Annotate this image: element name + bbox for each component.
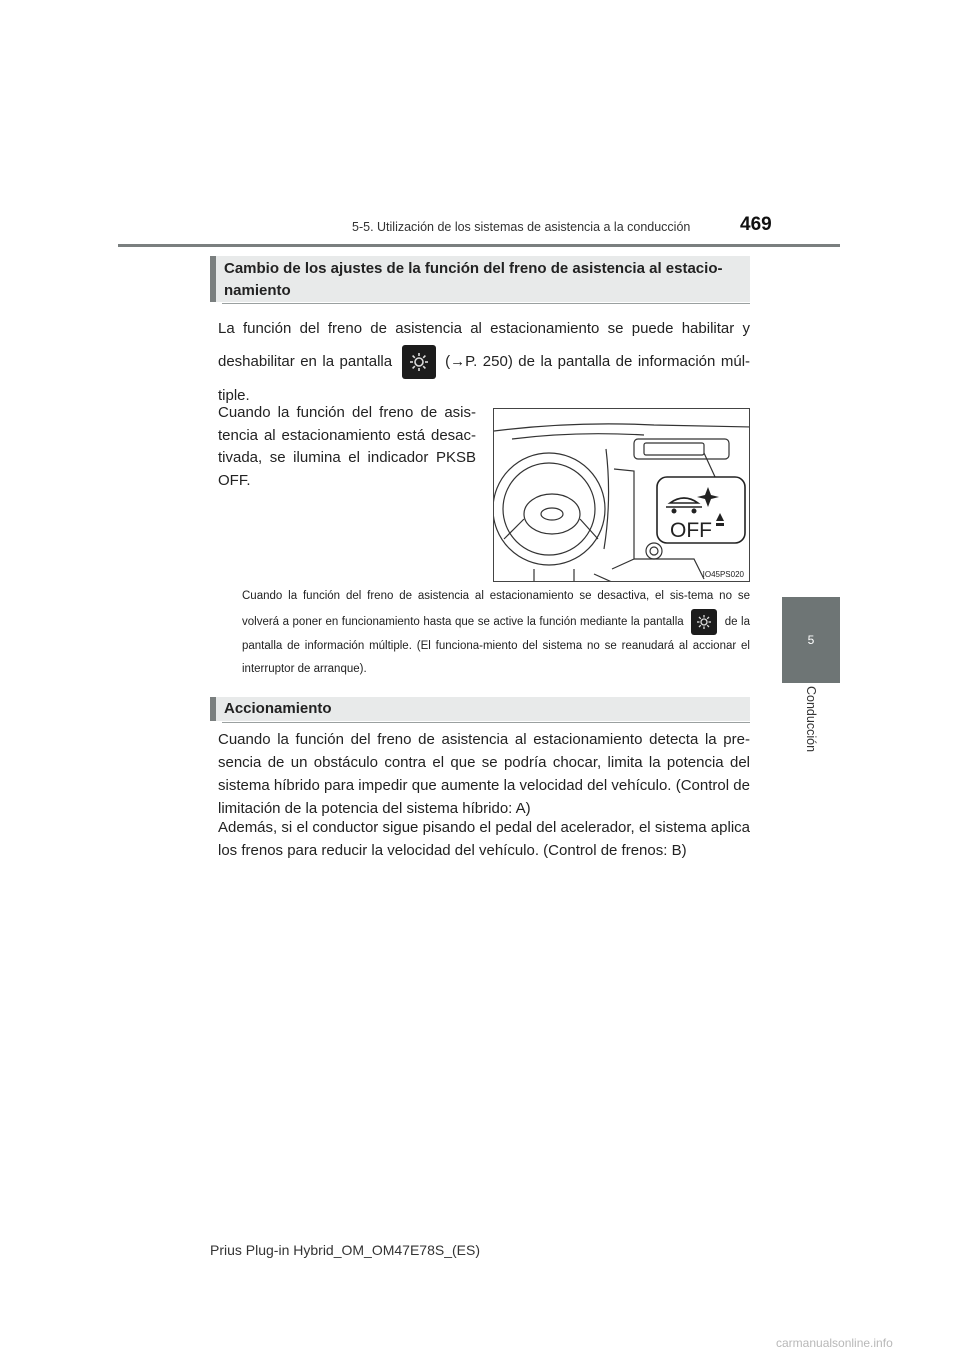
chapter-number: 5 [807,633,815,647]
section-underline [222,303,750,304]
chapter-title: Conducción [804,686,818,753]
note-text: Cuando la función del freno de asistencia al estacionamiento se desactiva, el sis-tema no se volverá a poner en funcionamiento hasta que se active la función mediante la pantalla [242,590,750,628]
paragraph-settings [218,312,750,412]
section-heading-settings: Cambio de los ajustes de la función del freno de asistencia al estacio-namiento [210,256,750,302]
pksb-off-label: OFF [670,519,712,542]
paragraph-indicator: Cuando la función del freno de asis-tencia al estacionamiento está desac-tivada, se ilumina el indicador PKSB OFF. [218,404,476,489]
paragraph-operation-b: Además, si el conductor sigue pisando el pedal del acelerador, el sistema aplica los frenos para reducir la velocidad del vehículo. (Control de frenos: B) [218,819,750,859]
chapter-tab [782,597,840,683]
paragraph-text: La función del freno de asistencia al estacionamiento se puede habilitar y deshabilitar en la pantalla [218,320,750,370]
dashboard-illustration [494,409,750,582]
header-section-title: 5-5. Utilización de los sistemas de asistencia a la conducción [352,220,691,234]
section-heading-operation: Accionamiento [210,697,750,721]
footer-document-id: Prius Plug-in Hybrid_OM_OM47E78S_(ES) [210,1242,480,1258]
gear-icon [402,345,436,379]
watermark: carmanualsonline.info [776,1336,893,1350]
figure-code: IO45PS020 [702,570,744,579]
note [242,585,750,682]
gear-icon [691,609,717,635]
paragraph-operation-a: Cuando la función del freno de asistencia al estacionamiento detecta la pre-sencia de un obstáculo contra el que se podría chocar, limita la potencia del sistema híbrido para impedir que aumente la velocidad del vehículo. (Control de limitación de la potencia del sistema híbrido: A) [218,731,750,817]
page-number: 469 [740,214,772,235]
header-rule [118,244,840,247]
paragraph-text: (→P. 250) de la pantalla de información múl-tiple. [218,353,751,405]
dashboard-figure [493,408,750,582]
section-underline [222,722,750,723]
note-text: de la pantalla de información múltiple. (El funciona-miento del sistema no se reanudará al accionar el interruptor de arranque). [242,615,750,675]
